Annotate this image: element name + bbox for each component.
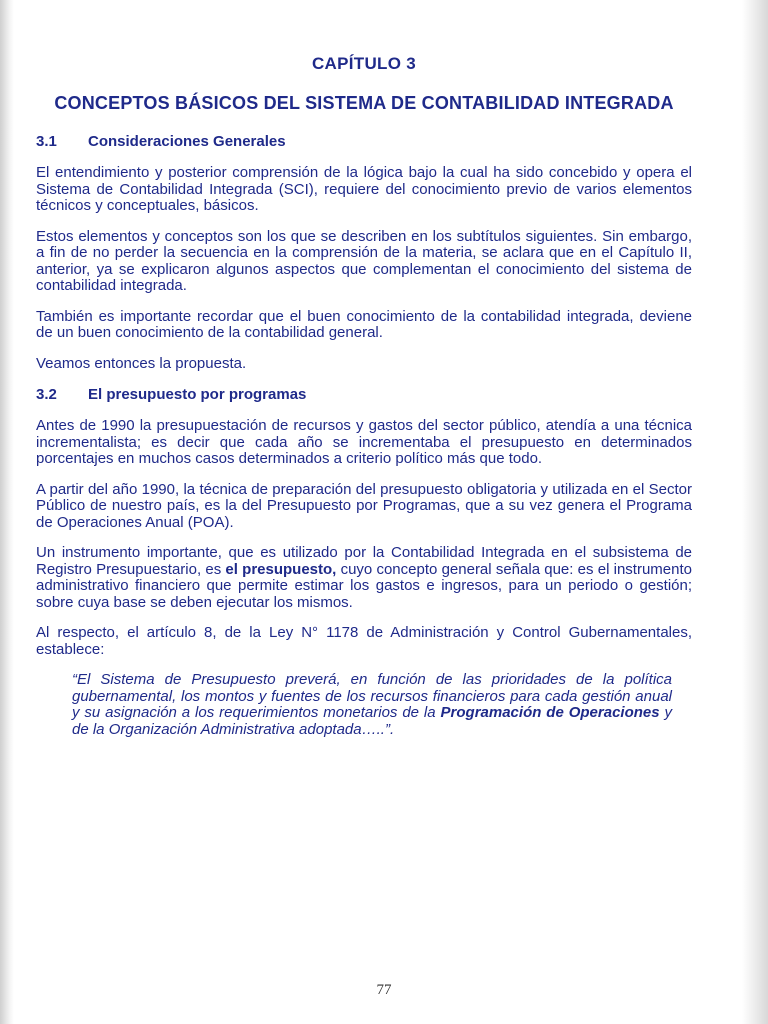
page-gutter-shadow — [0, 0, 14, 1024]
chapter-label: CAPÍTULO 3 — [311, 54, 417, 73]
text-run: y de la Organización Administrativa adoptada…..”. — [72, 704, 673, 738]
section-heading-3-2 — [36, 386, 692, 403]
paragraph: Al respecto, el artículo 8, de la Ley N° 1178 de Administración y Control Gubernamentales, establece: — [36, 624, 692, 658]
section-title: El presupuesto por programas — [88, 386, 307, 403]
legal-quote — [72, 672, 672, 738]
bold-term: el presupuesto, — [225, 560, 337, 578]
paragraph: Veamos entonces la propuesta. — [36, 354, 247, 372]
text-run: “El Sistema de Presupuesto preverá, en función de las prioridades de la política gubernamental, los montos y fuentes de los recursos financieros para cada gestión anual y su asignación a los requerimientos monetarios de la — [72, 671, 672, 721]
section-title: Consideraciones Generales — [88, 133, 286, 150]
page-edge-shadow — [742, 0, 768, 1024]
section-heading-3-1 — [36, 133, 692, 150]
section-number: 3.1 — [36, 133, 57, 150]
paragraph: Antes de 1990 la presupuestación de recursos y gastos del sector público, atendía a una técnica incrementalista; es decir que cada año se incrementaba el presupuesto en determinados porcentajes en muchos casos determinados a criterio político más que todo. — [36, 417, 692, 467]
paragraph: El entendimiento y posterior comprensión de la lógica bajo la cual ha sido concebido y opera el Sistema de Contabilidad Integrada (SCI), requiere del conocimiento previo de varios elementos técnicos y conceptuales, básicos. — [36, 164, 692, 214]
paragraph: A partir del año 1990, la técnica de preparación del presupuesto obligatoria y utilizada en el Sector Público de nuestro país, es la del Presupuesto por Programas, que a su vez genera el Programa de Operaciones Anual (POA). — [36, 480, 692, 531]
chapter-title: CONCEPTOS BÁSICOS DEL SISTEMA DE CONTABILIDAD INTEGRADA — [54, 93, 674, 113]
section-number: 3.2 — [36, 386, 57, 403]
paragraph: También es importante recordar que el buen conocimiento de la contabilidad integrada, deviene de un buen conocimiento de la contabilidad general. — [36, 307, 692, 341]
page-number: 77 — [376, 982, 392, 998]
text-run: Un instrumento importante, que es utilizado por la Contabilidad Integrada en el subsistema de Registro Presupuestario, es — [36, 544, 692, 578]
paragraph: Estos elementos y conceptos son los que se describen en los subtítulos siguientes. Sin embargo, a fin de no perder la secuencia en la comprensión de la materia, se aclara que en el Capítulo II, anterior, ya se explicaron algunos aspectos que complementan el conocimiento del sistema de contabilidad integrada. — [36, 227, 692, 294]
paragraph-presupuesto-definition — [36, 545, 692, 611]
document-body — [36, 54, 692, 738]
text-run: cuyo concepto general señala que: es el instrumento administrativo financiero que permite estimar los gastos e ingresos, para un periodo o gestión; sobre cuya base se deben ejecutar los mismos. — [36, 560, 692, 611]
bold-term: Programación de Operaciones — [440, 704, 660, 721]
